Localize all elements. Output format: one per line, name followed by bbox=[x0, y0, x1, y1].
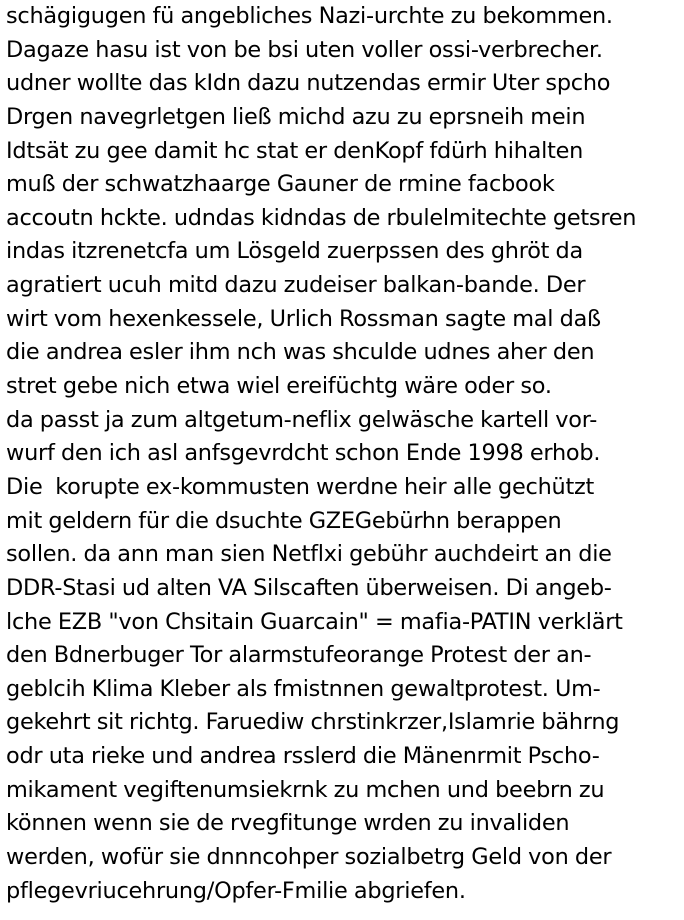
text-line-23: odr uta rieke und andrea rsslerd die Mänenrmit Pscho- bbox=[6, 743, 600, 770]
text-line-14: wurf den ich asl anfsgevrdcht schon Ende 1998 erhob. bbox=[6, 440, 601, 467]
text-line-19: lche EZB "von Chsitain Guarcain" = mafia-PATIN verklärt bbox=[6, 608, 623, 635]
text-line-7: accoutn hckte. udndas kidndas de rbulelmitechte getsren bbox=[6, 204, 637, 231]
text-line-25: können wenn sie de rvegfitunge wrden zu invaliden bbox=[6, 810, 570, 837]
text-line-16: mit geldern für die dsuchte GZEGebürhn berappen bbox=[6, 507, 562, 534]
text-line-24: mikament vegiftenumsiekrnk zu mchen und beebrn zu bbox=[6, 776, 605, 803]
text-line-10: wirt vom hexenkessele, Urlich Rossman sagte mal daß bbox=[6, 305, 601, 332]
text-line-8: indas itzrenetcfa um Lösgeld zuerpssen des ghröt da bbox=[6, 238, 583, 265]
text-line-2: Dagaze hasu ist von be bsi uten voller ossi-verbrecher. bbox=[6, 36, 603, 63]
text-line-11: die andrea esler ihm nch was shculde udnes aher den bbox=[6, 339, 595, 366]
text-line-12: stret gebe nich etwa wiel ereifüchtg wäre oder so. bbox=[6, 373, 552, 400]
text-line-18: DDR-Stasi ud alten VA Silscaften überweisen. Di angeb- bbox=[6, 574, 612, 601]
text-line-26: werden, wofür sie dnnncohper sozialbetrg Geld von der bbox=[6, 844, 612, 871]
text-line-1: schägigugen fü angebliches Nazi-urchte zu bekommen. bbox=[6, 3, 613, 29]
text-line-9: agratiert ucuh mitd dazu zudeiser balkan-bande. Der bbox=[6, 272, 586, 299]
text-line-27: pflegevriucehrung/Opfer-Fmilie abgriefen. bbox=[6, 877, 466, 904]
text-line-17: sollen. da ann man sien Netflxi gebühr auchdeirt an die bbox=[6, 541, 612, 568]
text-line-22: gekehrt sit richtg. Faruediw chrstinkrzer,Islamrie bährng bbox=[6, 709, 620, 736]
text-line-15: Die korupte ex-kommusten werdne heir alle gechützt bbox=[6, 473, 595, 500]
text-line-6: muß der schwatzhaarge Gauner de rmine facbook bbox=[6, 171, 555, 198]
text-line-20: den Bdnerbuger Tor alarmstufeorange Protest der an- bbox=[6, 642, 592, 669]
document-text bbox=[6, 0, 682, 908]
text-line-4: Drgen navegrletgen ließ michd azu zu eprsneih mein bbox=[6, 103, 586, 130]
text-line-5: Idtsät zu gee damit hc stat er denKopf fdürh hihalten bbox=[6, 137, 584, 164]
text-line-21: geblcih Klima Kleber als fmistnnen gewaltprotest. Um- bbox=[6, 675, 601, 702]
text-line-3: udner wollte das kIdn dazu nutzendas ermir Uter spcho bbox=[6, 70, 611, 97]
text-line-13: da passt ja zum altgetum-neflix gelwäsche kartell vor- bbox=[6, 406, 598, 433]
